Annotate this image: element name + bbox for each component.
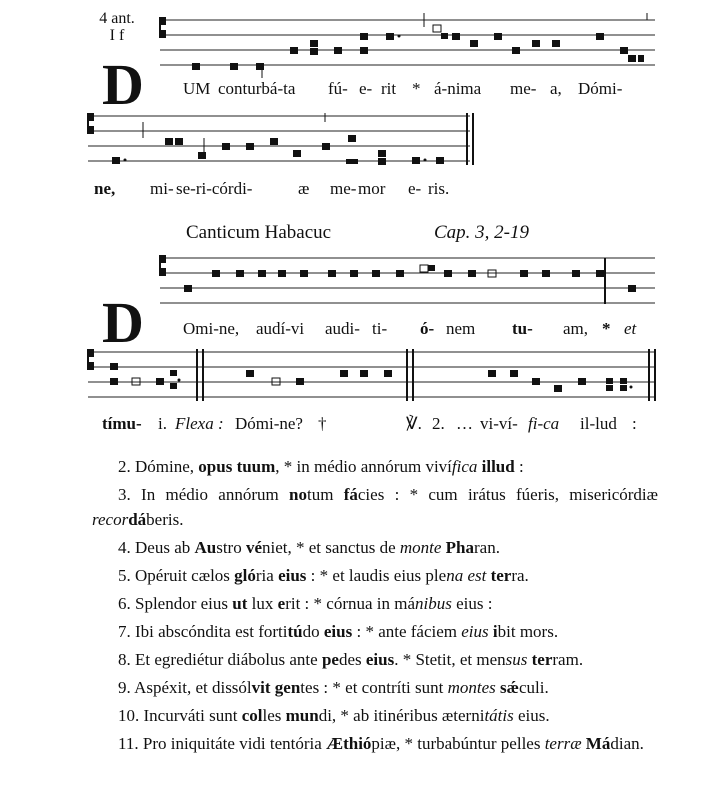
verse-text: Aspéxit, et dissól: [134, 678, 252, 697]
verse-text: ut: [232, 594, 252, 613]
verse-text: eius: [461, 622, 493, 641]
syllable: a,: [550, 79, 562, 98]
verse-text: Et egrediétur diábolus ante: [135, 650, 322, 669]
verse-text: : * et laudis eius ple: [306, 566, 447, 585]
verse-text: beris.: [146, 510, 184, 529]
verse-list: [92, 454, 658, 759]
verse-number: 11.: [118, 734, 143, 753]
verse-text: . * Stetit, et men: [394, 650, 506, 669]
verse-text: do: [302, 622, 324, 641]
syllable: æ: [298, 179, 310, 198]
syllable: :: [632, 414, 637, 433]
syllable: fi-ca: [528, 414, 560, 433]
verse-text: Au: [194, 538, 217, 557]
verse-text: pe: [321, 650, 339, 669]
dagger-icon: †: [318, 414, 327, 433]
syllable: *: [412, 79, 421, 98]
verse-text: ra.: [511, 566, 529, 585]
verse-text: ran.: [474, 538, 500, 557]
verse-text: bit mors.: [497, 622, 559, 641]
mode-number: 4 ant.: [99, 10, 135, 27]
canticle-title: Canticum Habacuc: [186, 222, 332, 243]
verse-text: les: [262, 706, 286, 725]
verse-number: 6.: [118, 594, 135, 613]
verse-text: ram.: [552, 650, 584, 669]
syllable: tu-: [512, 319, 533, 338]
verse-text: des: [338, 650, 366, 669]
neume-notes: [192, 13, 647, 78]
verse-text: terræ: [544, 734, 586, 753]
syllable: Dómi-: [578, 79, 623, 98]
verse-number: 9.: [118, 678, 135, 697]
syllable: tímu-: [102, 414, 142, 433]
verse-text: opus: [198, 457, 237, 476]
syllable: ti-: [372, 319, 388, 338]
mode-label: [92, 10, 142, 44]
syllable: á-nima: [434, 79, 482, 98]
verse-text: na est: [446, 566, 491, 585]
verse-text: In médio annórum: [141, 485, 289, 504]
verse-text: Splendor eius: [135, 594, 233, 613]
syllable: ne,: [94, 179, 116, 198]
syllable: Dómi-ne?: [235, 414, 303, 433]
verse-text: tum: [306, 485, 344, 504]
syllable: rit: [381, 79, 397, 98]
verse-text: ter: [531, 650, 553, 669]
syllable: se-ri-córdi-: [176, 179, 253, 198]
verse-text: nibus: [415, 594, 457, 613]
verse-number: 4.: [118, 538, 135, 557]
syllable: audi-: [325, 319, 360, 338]
syllable: conturbá-ta: [218, 79, 296, 98]
verse-text: dian.: [610, 734, 644, 753]
verse-text: eius :: [456, 594, 493, 613]
syllable: i.: [158, 414, 167, 433]
verse-text: :: [514, 457, 524, 476]
syllable: ris.: [428, 179, 450, 198]
syllable: audí-vi: [256, 319, 305, 338]
verse-8: [92, 647, 658, 672]
verse-4: [92, 535, 658, 560]
antiphon-initial: D: [102, 52, 144, 117]
verse-text: ó: [362, 734, 372, 753]
verse-2: [92, 454, 658, 479]
canticle-initial: D: [102, 290, 144, 355]
verse-text: tis: [497, 706, 518, 725]
syllable: ó-: [420, 319, 435, 338]
syllable: mi-: [150, 179, 174, 198]
verse-text: recor: [92, 510, 129, 529]
verse-text: , * in médio annórum viví: [275, 457, 452, 476]
flexa-label: Flexa :: [175, 414, 224, 433]
verse-text: : * ante fáciem: [352, 622, 462, 641]
verse-text: tá: [484, 706, 498, 725]
verse-11: [92, 731, 658, 756]
syllable: vi-ví-: [480, 414, 518, 433]
verse-text: col: [241, 706, 263, 725]
verse-text: tes : * et contríti sunt: [300, 678, 448, 697]
verse-text: i: [492, 622, 498, 641]
syllable: UM: [183, 79, 211, 98]
verse-number: 3.: [118, 485, 142, 504]
verse-number: 2.: [118, 457, 135, 476]
verse-text: Má: [585, 734, 611, 753]
syllable: fú-: [328, 79, 348, 98]
syllable: me-: [330, 179, 357, 198]
verse-number: 5.: [118, 566, 135, 585]
verse-text: mun: [285, 706, 319, 725]
verse-text: monte: [399, 538, 446, 557]
mode-ending: I f: [109, 27, 125, 44]
verse-text: tuum: [236, 457, 276, 476]
verse-text: montes: [447, 678, 501, 697]
syllable: *: [602, 319, 611, 338]
verse-text: Pha: [445, 538, 475, 557]
verse-text: e: [277, 594, 286, 613]
verse-text: cies : * cum irátus fúeris, misericórdiæ: [357, 485, 658, 504]
verse-text: fica: [451, 457, 482, 476]
verse-text: rit : * córnua in má: [285, 594, 416, 613]
verse-text: eius: [365, 650, 395, 669]
ellipsis: …: [456, 414, 473, 433]
verse-text: no: [289, 485, 307, 504]
verse-10: [92, 703, 658, 728]
verse-text: Opéruit cælos: [135, 566, 235, 585]
verse-number: 2.: [432, 414, 445, 433]
verse-text: di, * ab itinéribus æterni: [318, 706, 485, 725]
verse-text: niet, * et sanctus de: [262, 538, 400, 557]
verse-text: culi.: [518, 678, 549, 697]
verse-text: Deus ab: [135, 538, 195, 557]
verse-text: sǽ: [500, 678, 519, 697]
verse-3: [92, 482, 658, 532]
verse-text: gen: [274, 678, 301, 697]
verse-text: Incurváti sunt: [143, 706, 242, 725]
verse-text: stro: [216, 538, 246, 557]
verse-number: 10.: [118, 706, 144, 725]
syllable: Omi-ne,: [183, 319, 240, 338]
verse-7: [92, 619, 658, 644]
verse-text: eius: [323, 622, 353, 641]
verse-5: [92, 563, 658, 588]
syllable: e-: [359, 79, 373, 98]
verse-text: Æthi: [326, 734, 363, 753]
verse-text: eius.: [517, 706, 550, 725]
syllable: e-: [408, 179, 422, 198]
verse-text: eius: [278, 566, 307, 585]
verse-text: illud: [481, 457, 515, 476]
verse-text: tú: [287, 622, 303, 641]
verse-6: [92, 591, 658, 616]
verse-text: ria: [255, 566, 279, 585]
syllable: et: [624, 319, 637, 338]
verse-text: Dómine,: [135, 457, 199, 476]
verse-text: piæ, * turbabúntur pelles: [371, 734, 545, 753]
verse-text: Pro iniquitáte vidi tentória: [142, 734, 327, 753]
syllable: il-lud: [580, 414, 617, 433]
syllable: mor: [358, 179, 386, 198]
verse-number: 7.: [118, 622, 135, 641]
verse-number: 8.: [118, 650, 135, 669]
verse-text: Ibi abscóndita est forti: [135, 622, 288, 641]
syllable: me-: [510, 79, 537, 98]
syllable: nem: [446, 319, 476, 338]
verse-text: vé: [245, 538, 263, 557]
verse-text: gló: [234, 566, 256, 585]
versicle-icon: ℣.: [406, 414, 422, 433]
verse-text: fá: [343, 485, 358, 504]
verse-text: vit: [251, 678, 275, 697]
verse-text: ter: [490, 566, 512, 585]
verse-text: dá: [128, 510, 147, 529]
verse-text: sus: [505, 650, 532, 669]
verse-text: lux: [251, 594, 278, 613]
syllable: am,: [563, 319, 589, 338]
verse-9: [92, 675, 658, 700]
canticle-reference: Cap. 3, 2-19: [434, 222, 529, 243]
